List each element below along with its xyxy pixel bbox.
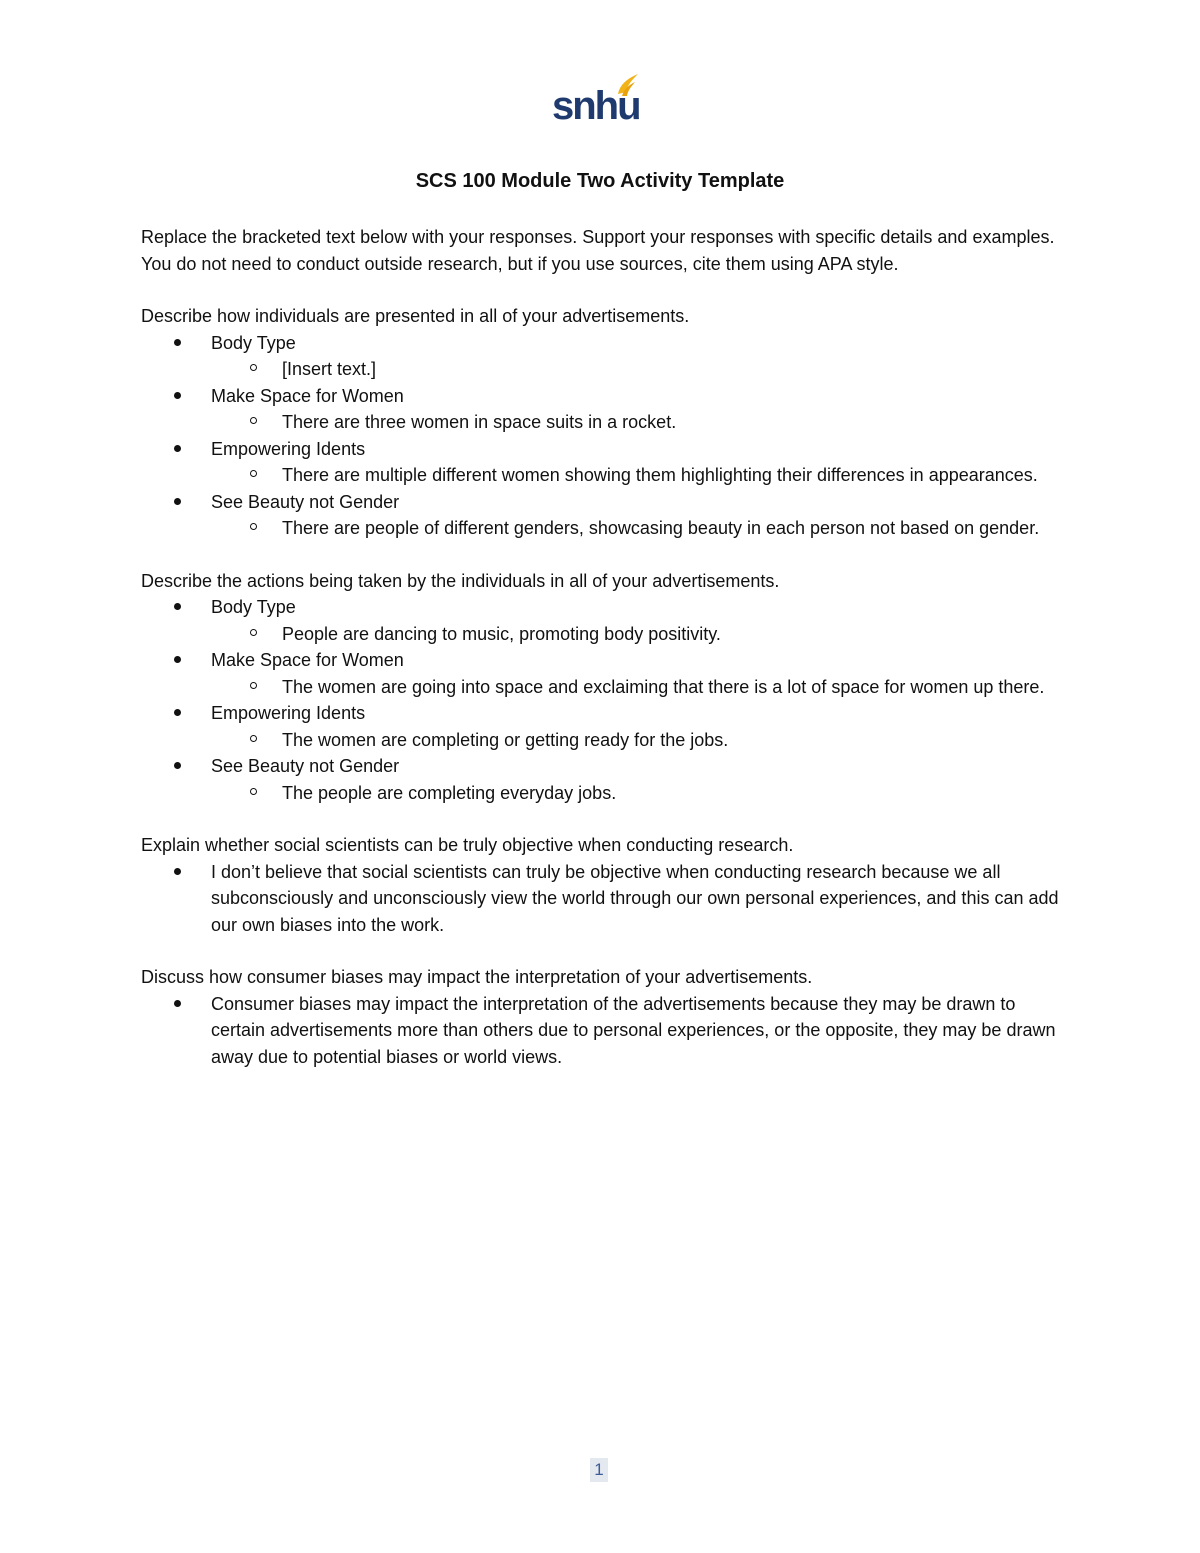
sub-item-text: People are dancing to music, promoting body positivity. — [282, 623, 721, 644]
sub-list-item — [282, 621, 1061, 648]
sub-list — [211, 621, 1061, 648]
question-text: Describe how individuals are presented in all of your advertisements. — [141, 306, 690, 326]
sub-list-item — [282, 515, 1061, 542]
item-label: Empowering Idents — [211, 703, 366, 723]
sub-item-text: There are three women in space suits in a rocket. — [282, 412, 677, 432]
sub-list — [211, 780, 1061, 807]
document-body — [141, 224, 1061, 1096]
item-label: I don’t believe that social scientists can truly be objective when conducting research because we all subconsciously and unconsciously view the world through our own personal experiences, and this can add our own biases into the work. — [211, 861, 1059, 935]
answer-list — [141, 330, 1061, 542]
item-label: Make Space for Women — [211, 650, 404, 670]
intro-paragraph: Replace the bracketed text below with your responses. Support your responses with specific details and examples. You do not need to conduct outside research, but if you use sources, cite them using APA style. — [141, 227, 1055, 274]
item-label: Make Space for Women — [211, 385, 404, 406]
question-text: Explain whether social scientists can be truly objective when conducting research. — [141, 835, 794, 855]
circle-bullet-icon — [250, 417, 257, 424]
answer-list — [141, 594, 1061, 806]
sub-item-text: There are multiple different women showing them highlighting their differences in appearances. — [282, 465, 1038, 485]
bullet-icon — [174, 392, 181, 399]
item-label: Consumer biases may impact the interpretation of the advertisements because they may be drawn to certain advertisements more than others due to personal experiences, or the opposite, they may be drawn away due to potential biases or world views. — [211, 993, 1056, 1067]
item-label: See Beauty not Gender — [211, 756, 400, 776]
list-item — [211, 330, 1061, 383]
bullet-icon — [174, 445, 181, 452]
sub-list — [211, 727, 1061, 754]
sub-list-item — [282, 356, 1061, 383]
sub-list-item — [282, 462, 1061, 489]
sub-item-text: [Insert text.] — [282, 359, 377, 379]
question-section — [141, 832, 1061, 938]
question-section — [141, 303, 1061, 542]
question-section — [141, 568, 1061, 807]
bullet-icon — [174, 498, 181, 505]
sub-list-item — [282, 780, 1061, 807]
sub-list — [211, 462, 1061, 489]
list-item — [211, 859, 1061, 939]
sub-list-item — [282, 674, 1061, 701]
item-label: Body Type — [211, 332, 296, 353]
question-section — [141, 964, 1061, 1070]
item-label: Body Type — [211, 597, 296, 617]
list-item — [211, 594, 1061, 647]
bullet-icon — [174, 1000, 181, 1007]
sub-item-text: The people are completing everyday jobs. — [282, 782, 617, 803]
document-title: SCS 100 Module Two Activity Template — [415, 170, 785, 192]
bullet-icon — [174, 656, 181, 663]
list-item — [211, 647, 1061, 700]
sub-list — [211, 409, 1061, 436]
sub-list-item — [282, 727, 1061, 754]
sub-list — [211, 674, 1061, 701]
circle-bullet-icon — [250, 682, 257, 689]
bullet-icon — [174, 339, 181, 346]
sub-item-text: The women are completing or getting ready for the jobs. — [282, 729, 729, 750]
question-text: Discuss how consumer biases may impact the interpretation of your advertisements. — [141, 967, 813, 987]
snhu-logo — [552, 72, 644, 134]
question-text: Describe the actions being taken by the individuals in all of your advertisements. — [141, 570, 780, 591]
circle-bullet-icon — [250, 735, 257, 742]
bullet-icon — [174, 868, 181, 875]
answer-list — [141, 991, 1061, 1071]
bullet-icon — [174, 709, 181, 716]
bullet-icon — [174, 603, 181, 610]
circle-bullet-icon — [250, 523, 257, 530]
list-item — [211, 436, 1061, 489]
circle-bullet-icon — [250, 629, 257, 636]
item-label: Empowering Idents — [211, 438, 366, 459]
bullet-icon — [174, 762, 181, 769]
circle-bullet-icon — [250, 470, 257, 477]
circle-bullet-icon — [250, 364, 257, 371]
sub-item-text: There are people of different genders, showcasing beauty in each person not based on gender. — [282, 518, 1040, 538]
page-number: 1 — [590, 1458, 608, 1482]
sub-list-item — [282, 409, 1061, 436]
sub-list — [211, 356, 1061, 383]
circle-bullet-icon — [250, 788, 257, 795]
sub-list — [211, 515, 1061, 542]
item-label: See Beauty not Gender — [211, 491, 400, 512]
logo-text: snhu — [552, 84, 640, 128]
list-item — [211, 489, 1061, 542]
answer-list — [141, 859, 1061, 939]
list-item — [211, 700, 1061, 753]
sub-item-text: The women are going into space and exclaiming that there is a lot of space for women up there. — [282, 676, 1045, 697]
list-item — [211, 383, 1061, 436]
list-item — [211, 991, 1061, 1071]
list-item — [211, 753, 1061, 806]
